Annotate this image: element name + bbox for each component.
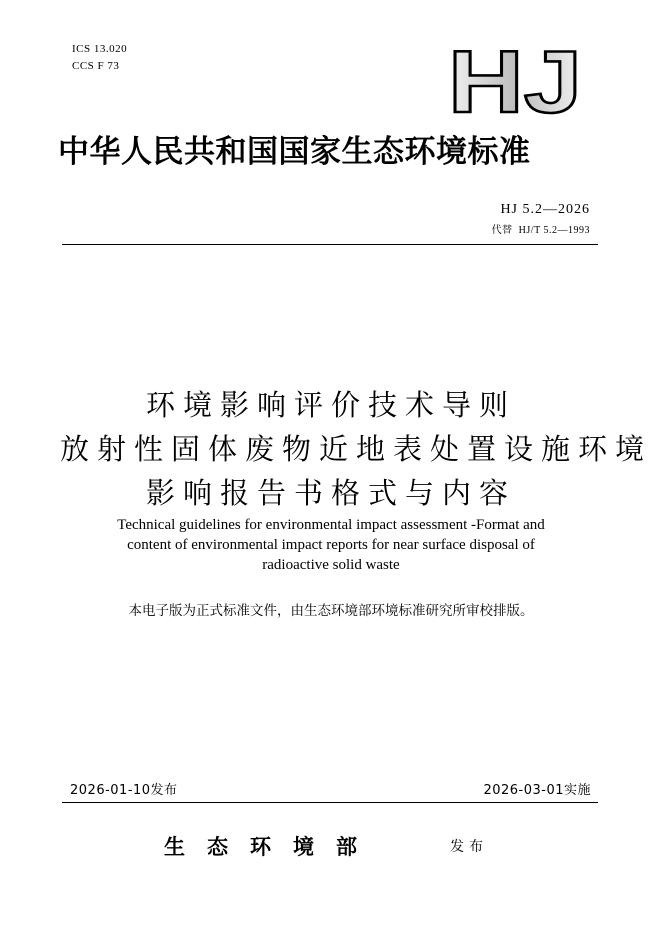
title-cn-line2: 放射性固体废物近地表处置设施环境 bbox=[60, 432, 653, 466]
ccs-code: CCS F 73 bbox=[72, 60, 120, 72]
replaces-number: HJ/T 5.2—1993 bbox=[518, 225, 590, 236]
ics-code: ICS 13.020 bbox=[72, 43, 128, 55]
hj-logo bbox=[446, 44, 584, 118]
replaces-line bbox=[492, 221, 590, 236]
issue-date: 2026-01-10发布 bbox=[70, 783, 178, 798]
hj-logo-text: HJ bbox=[448, 44, 582, 118]
main-title: 中华人民共和国国家生态环境标准 bbox=[58, 134, 531, 170]
title-en: Technical guidelines for environmental impact assessment -Format and content of environmental impact reports for near surface disposal of radioactive solid waste bbox=[117, 517, 545, 573]
publisher-name: 生态环境部 bbox=[164, 834, 379, 859]
publish-word: 发布 bbox=[450, 839, 488, 855]
bottom-divider bbox=[62, 802, 598, 803]
top-divider bbox=[62, 244, 598, 245]
title-cn-line3: 影响报告书格式与内容 bbox=[145, 476, 516, 510]
title-cn-line1: 环境影响评价技术导则 bbox=[145, 388, 516, 422]
standard-number: HJ 5.2—2026 bbox=[500, 202, 590, 217]
electronic-version-notice: 本电子版为正式标准文件，由生态环境部环境标准研究所审校排版。 bbox=[128, 603, 534, 619]
implementation-date: 2026-03-01实施 bbox=[483, 783, 591, 798]
replaces-label: 代替 bbox=[491, 225, 513, 236]
